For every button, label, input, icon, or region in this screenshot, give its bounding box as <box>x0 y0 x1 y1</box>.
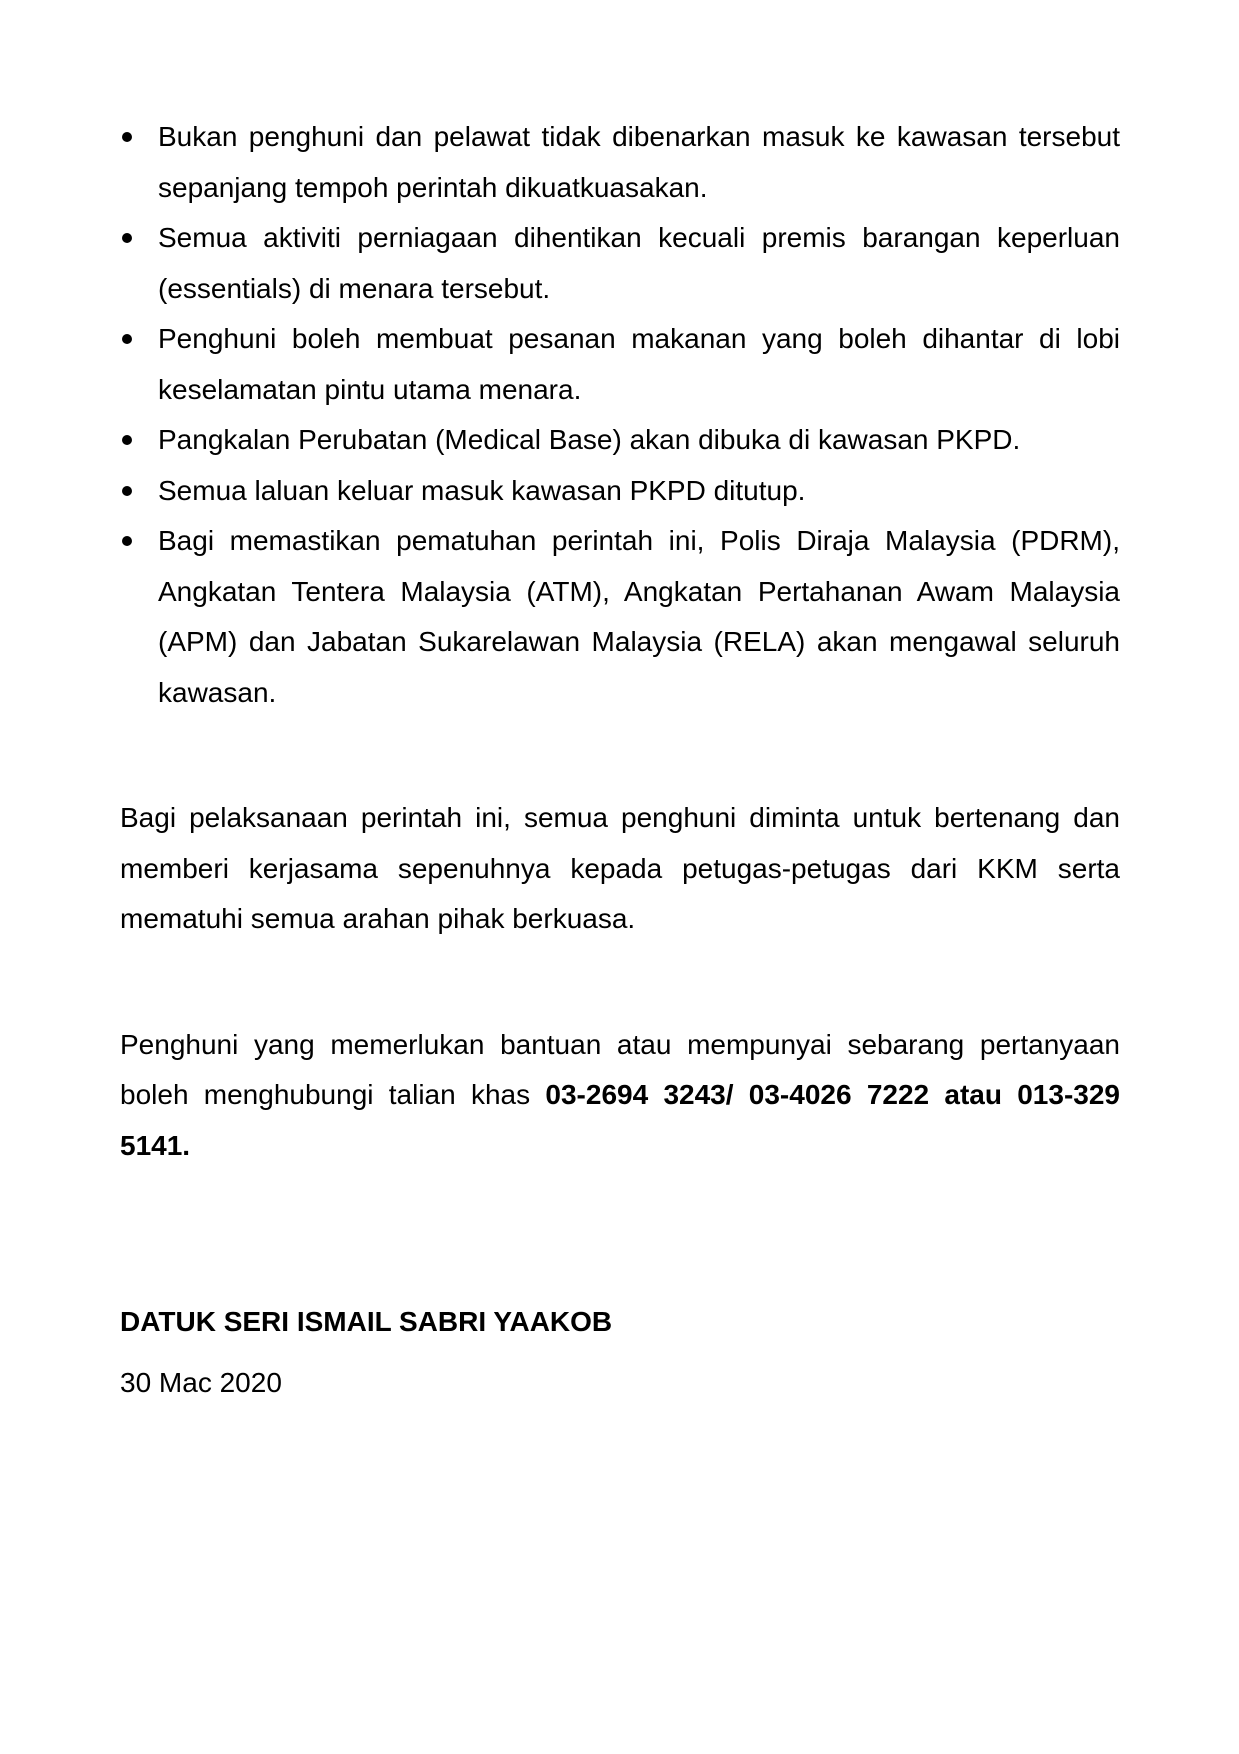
signatory-name: DATUK SERI ISMAIL SABRI YAAKOB <box>120 1306 613 1337</box>
bullet-list <box>120 112 1120 718</box>
bullet-icon <box>122 233 132 243</box>
hotline-intro-text: Penghuni yang memerlukan bantuan atau mempunyai sebarang pertanyaan boleh menghubungi talian khas <box>120 1028 1120 1110</box>
document-date: 30 Mac 2020 <box>120 1366 282 1398</box>
bullet-item <box>120 516 1120 718</box>
bullet-item <box>120 112 1120 213</box>
bullet-item <box>120 314 1120 415</box>
bullet-text: Semua aktiviti perniagaan dihentikan kecuali premis barangan keperluan (essentials) di menara tersebut. <box>158 222 1120 304</box>
bullet-icon <box>122 334 132 344</box>
bullet-text: Semua laluan keluar masuk kawasan PKPD ditutup. <box>158 474 806 506</box>
bullet-text: Pangkalan Perubatan (Medical Base) akan dibuka di kawasan PKPD. <box>158 424 1021 455</box>
bullet-icon <box>122 132 132 142</box>
bullet-text: Bukan penghuni dan pelawat tidak dibenarkan masuk ke kawasan tersebut sepanjang tempoh perintah dikuatkuasakan. <box>158 121 1120 203</box>
document-body <box>120 112 1120 1408</box>
bullet-item <box>120 213 1120 314</box>
bullet-item <box>120 415 1120 466</box>
bullet-text: Penghuni boleh membuat pesanan makanan yang boleh dihantar di lobi keselamatan pintu utama menara. <box>158 323 1120 405</box>
bullet-item <box>120 466 1120 517</box>
hotline-paragraph <box>120 1020 1120 1172</box>
bullet-text: Bagi memastikan pematuhan perintah ini, Polis Diraja Malaysia (PDRM), Angkatan Tentera Malaysia (ATM), Angkatan Pertahanan Awam Malaysia (APM) dan Jabatan Sukarelawan Malaysia (RELA) akan mengawal seluruh kawasan. <box>158 525 1120 708</box>
bullet-icon <box>122 536 132 546</box>
instruction-paragraph: Bagi pelaksanaan perintah ini, semua penghuni diminta untuk bertenang dan memberi kerjasama sepenuhnya kepada petugas-petugas dari KKM serta mematuhi semua arahan pihak berkuasa. <box>120 802 1120 934</box>
bullet-icon <box>122 486 132 496</box>
hotline-numbers: 03-2694 3243/ 03-4026 7222 atau 013-329 5141. <box>120 1079 1120 1161</box>
bullet-icon <box>122 435 132 445</box>
